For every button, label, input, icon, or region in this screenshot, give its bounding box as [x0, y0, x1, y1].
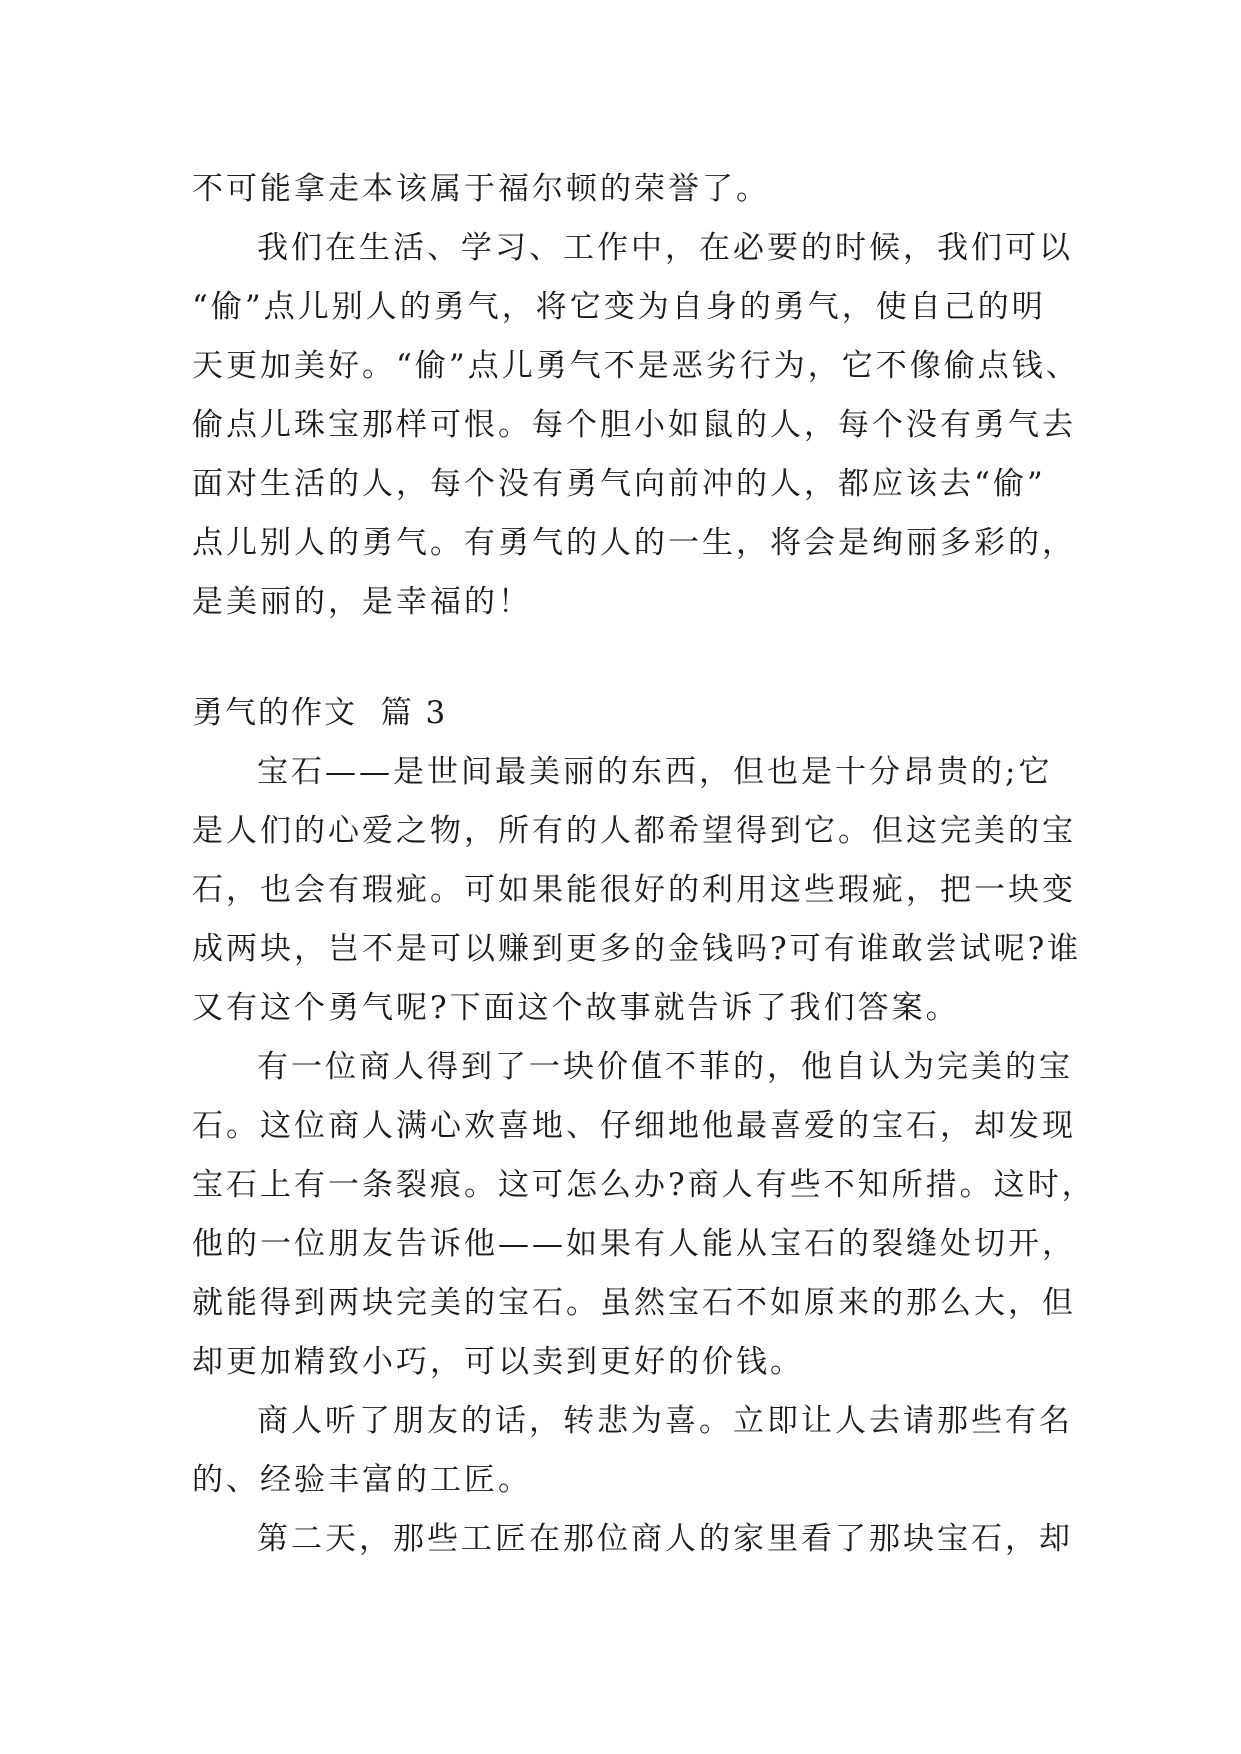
paragraph-first-line: 第二天，那些工匠在那位商人的家里看了那块宝石，却: [257, 1521, 1073, 1557]
text-line: 天更加美好。“偷”点儿勇气不是恶劣行为，它不像偷点钱、: [192, 348, 1080, 384]
text-line: 他的一位朋友告诉他——如果有人能从宝石的裂缝处切开，: [192, 1226, 1076, 1262]
text-line: 成两块，岂不是可以赚到更多的金钱吗?可有谁敢尝试呢?谁: [192, 931, 1082, 967]
text-line: 点儿别人的勇气。有勇气的人的一生，将会是绚丽多彩的，: [192, 525, 1076, 561]
text-line: 偷点儿珠宝那样可恨。每个胆小如鼠的人，每个没有勇气去: [192, 407, 1076, 443]
text-line: 就能得到两块完美的宝石。虽然宝石不如原来的那么大，但: [192, 1285, 1076, 1321]
text-line: “偷”点儿别人的勇气，将它变为自身的勇气，使自己的明: [192, 289, 1046, 325]
text-line: 又有这个勇气呢?下面这个故事就告诉了我们答案。: [192, 990, 960, 1026]
essay-heading: 勇气的作文 篇 3: [192, 695, 448, 731]
text-line: 石。这位商人满心欢喜地、仔细地他最喜爱的宝石，却发现: [192, 1108, 1076, 1144]
text-line: 是美丽的，是幸福的！: [192, 584, 532, 620]
paragraph-first-line: 商人听了朋友的话，转悲为喜。立即让人去请那些有名: [257, 1403, 1073, 1439]
text-line: 是人们的心爱之物，所有的人都希望得到它。但这完美的宝: [192, 813, 1076, 849]
text-line: 不可能拿走本该属于福尔顿的荣誉了。: [192, 171, 770, 207]
text-line: 宝石上有一条裂痕。这可怎么办?商人有些不知所措。这时，: [192, 1167, 1096, 1203]
paragraph-first-line: 我们在生活、学习、工作中，在必要的时候，我们可以: [257, 230, 1073, 266]
text-line: 石，也会有瑕疵。可如果能很好的利用这些瑕疵，把一块变: [192, 872, 1076, 908]
paragraph-first-line: 宝石——是世间最美丽的东西，但也是十分昂贵的;它: [257, 754, 1053, 790]
text-line: 却更加精致小巧，可以卖到更好的价钱。: [192, 1344, 804, 1380]
text-line: 的、经验丰富的工匠。: [192, 1462, 532, 1498]
text-line: 面对生活的人，每个没有勇气向前冲的人，都应该去“偷”: [192, 466, 1046, 502]
essay-2-ending: [192, 160, 1080, 632]
essay-3-body: [192, 743, 1096, 1569]
paragraph-first-line: 有一位商人得到了一块价值不菲的，他自认为完美的宝: [257, 1049, 1073, 1085]
